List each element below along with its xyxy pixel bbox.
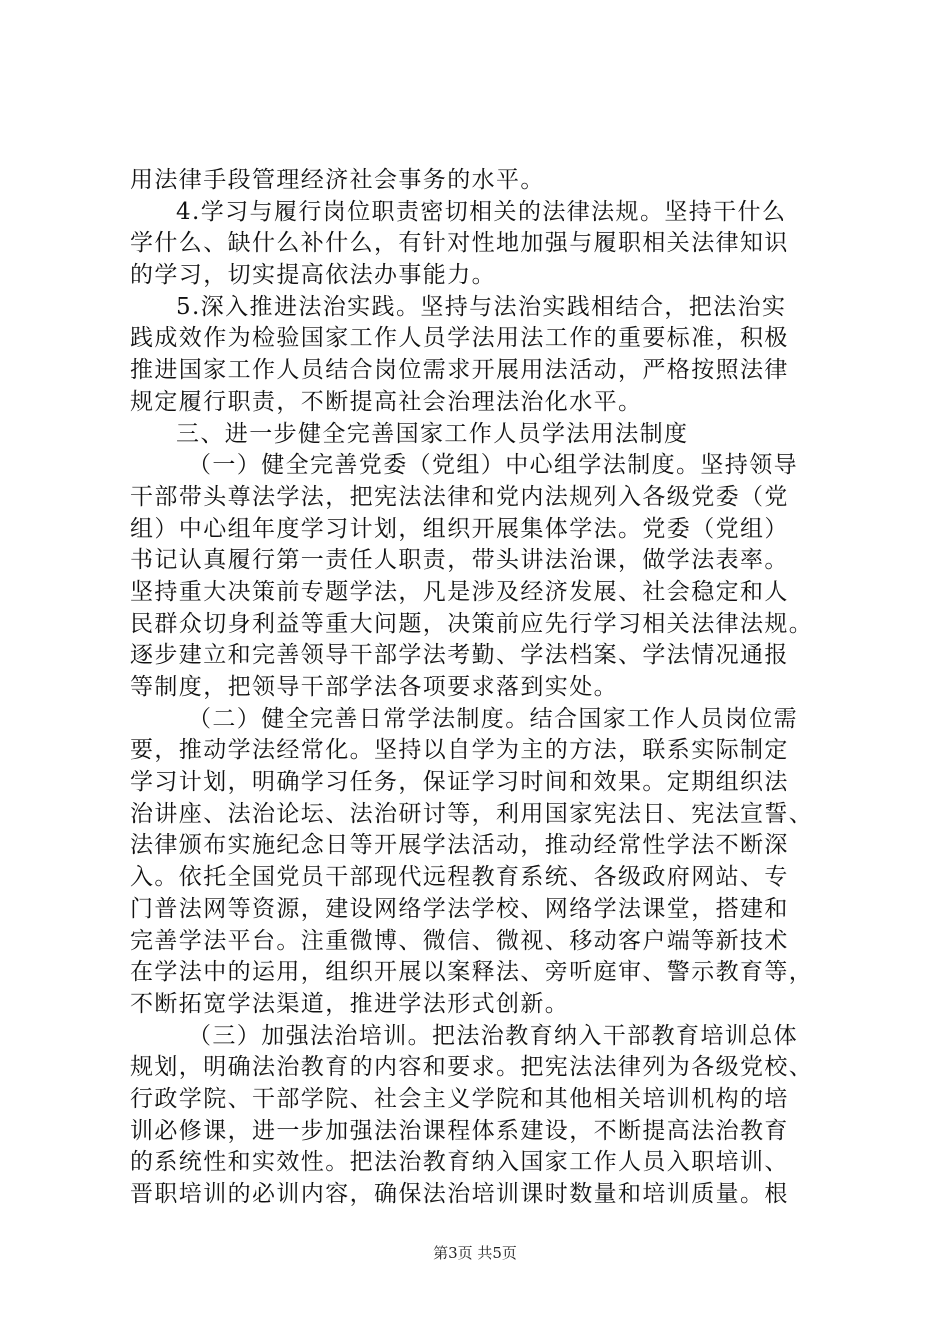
text-line: 用法律手段管理经济社会事务的水平。 bbox=[130, 167, 545, 193]
text-line: 干部带头尊法学法，把宪法法律和党内法规列入各级党委（党 bbox=[130, 483, 789, 510]
page-number: 第3页 共5页 bbox=[433, 1244, 517, 1262]
text-line: 的学习，切实提高依法办事能力。 bbox=[130, 262, 496, 289]
text-line: （一）健全完善党委（党组）中心组学法制度。坚持领导 bbox=[188, 452, 798, 479]
text-line: 在学法中的运用，组织开展以案释法、旁听庭审、警示教育等， bbox=[130, 959, 814, 986]
text-line: 推进国家工作人员结合岗位需求开展用法活动，严格按照法律 bbox=[130, 357, 789, 384]
text-line: 的系统性和实效性。把法治教育纳入国家工作人员入职培训、 bbox=[130, 1149, 789, 1176]
text-line: 入。依托全国党员干部现代远程教育系统、各级政府网站、专 bbox=[130, 864, 789, 891]
text-line: （三）加强法治培训。把法治教育纳入干部教育培训总体 bbox=[188, 1022, 798, 1049]
text-line: 组）中心组年度学习计划，组织开展集体学法。党委（党组） bbox=[130, 515, 789, 542]
text-line: 民群众切身利益等重大问题，决策前应先行学习相关法律法规。 bbox=[130, 610, 814, 637]
text-line: 规定履行职责，不断提高社会治理法治化水平。 bbox=[130, 388, 643, 415]
text-line: 逐步建立和完善领导干部学法考勤、学法档案、学法情况通报 bbox=[130, 642, 789, 669]
text-line: 治讲座、法治论坛、法治研讨等，利用国家宪法日、宪法宣誓、 bbox=[130, 800, 814, 827]
text-line: 晋职培训的必训内容，确保法治培训课时数量和培训质量。根 bbox=[130, 1181, 789, 1207]
text-line: 学什么、缺什么补什么，有针对性地加强与履职相关法律知识 bbox=[130, 230, 789, 257]
document-body bbox=[130, 165, 830, 1211]
section-heading: 三、进一步健全完善国家工作人员学法用法制度 bbox=[176, 420, 689, 447]
text-line: 行政学院、干部学院、社会主义学院和其他相关培训机构的培 bbox=[130, 1085, 789, 1112]
text-line: 不断拓宽学法渠道，推进学法形式创新。 bbox=[130, 990, 570, 1017]
text-line: 等制度，把领导干部学法各项要求落到实处。 bbox=[130, 674, 618, 700]
text-line: 门普法网等资源，建设网络学法学校、网络学法课堂，搭建和 bbox=[130, 895, 789, 922]
text-line: 法律颁布实施纪念日等开展学法活动，推动经常性学法不断深 bbox=[130, 832, 789, 859]
text-line: 坚持重大决策前专题学法，凡是涉及经济发展、社会稳定和人 bbox=[130, 578, 789, 605]
text-line: 完善学法平台。注重微博、微信、微视、移动客户端等新技术 bbox=[130, 927, 789, 954]
text-line: 学习计划，明确学习任务，保证学习时间和效果。定期组织法 bbox=[130, 769, 789, 796]
text-line: 规划，明确法治教育的内容和要求。把宪法法律列为各级党校、 bbox=[130, 1054, 814, 1081]
text-line: （二）健全完善日常学法制度。结合国家工作人员岗位需 bbox=[188, 705, 798, 732]
page-footer bbox=[0, 1243, 950, 1263]
text-line: 践成效作为检验国家工作人员学法用法工作的重要标准，积极 bbox=[130, 325, 789, 352]
text-line: 训必修课，进一步加强法治课程体系建设，不断提高法治教育 bbox=[130, 1117, 789, 1144]
text-line: 4.学习与履行岗位职责密切相关的法律法规。坚持干什么 bbox=[176, 198, 787, 225]
text-line: 要，推动学法经常化。坚持以自学为主的方法，联系实际制定 bbox=[130, 737, 789, 764]
text-line: 书记认真履行第一责任人职责，带头讲法治课，做学法表率。 bbox=[130, 547, 789, 574]
text-line: 5.深入推进法治实践。坚持与法治实践相结合，把法治实 bbox=[176, 293, 787, 320]
